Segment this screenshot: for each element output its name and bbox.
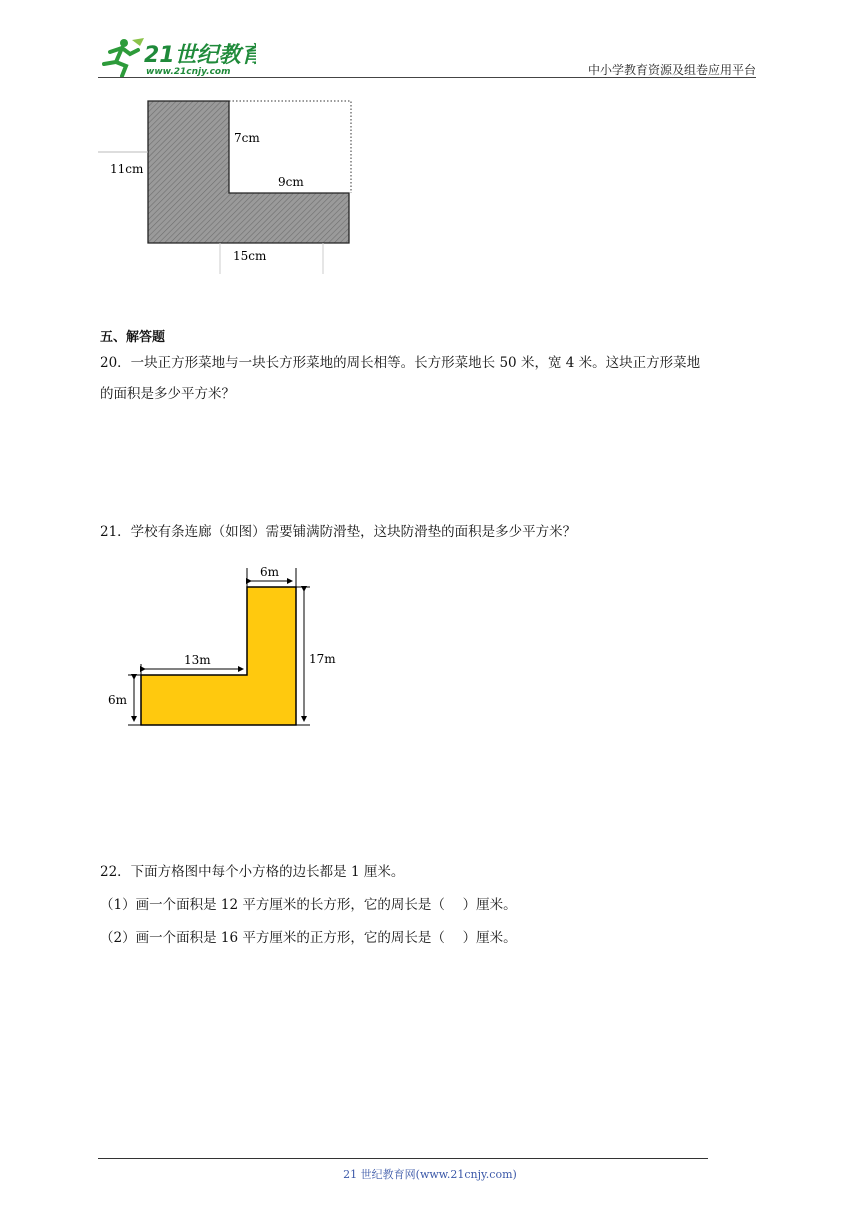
question-22-line1: 22．下面方格图中每个小方格的边长都是 1 厘米。 <box>100 864 405 880</box>
label-height: 11cm <box>110 162 144 176</box>
question-22-part1: （1）画一个面积是 12 平方厘米的长方形，它的周长是（ ）厘米。 <box>100 897 517 913</box>
question-20-line2: 的面积是多少平方米？ <box>100 386 235 402</box>
figure-corridor-l-shape <box>104 560 354 735</box>
site-logo <box>96 34 256 78</box>
section-title: 五、解答题 <box>100 330 166 345</box>
label-notch-width: 9cm <box>278 175 304 189</box>
question-21: 21．学校有条连廊（如图）需要铺满防滑垫，这块防滑垫的面积是多少平方米？ <box>100 524 577 540</box>
header-tagline: 中小学教育资源及组卷应用平台 <box>587 63 756 77</box>
runner-logo-icon <box>104 38 144 76</box>
logo-text: 21世纪教育 <box>144 43 256 68</box>
question-20 <box>100 348 765 410</box>
hatched-l-shape <box>148 101 349 243</box>
footer-divider <box>98 1158 708 1159</box>
label-right-height: 17m <box>309 652 336 666</box>
question-22-part2: （2）画一个面积是 16 平方厘米的正方形，它的周长是（ ）厘米。 <box>100 930 517 946</box>
label-mid-width: 13m <box>184 653 211 667</box>
figure-l-shape-hatched <box>96 96 366 281</box>
question-22 <box>100 856 765 955</box>
logo-url: www.21cnjy.com <box>146 67 231 77</box>
label-bottom: 15cm <box>233 249 267 263</box>
label-left-height: 6m <box>108 693 128 707</box>
question-20-line1: 20．一块正方形菜地与一块长方形菜地的周长相等。长方形菜地长 50 米，宽 4 米。这块正方形菜地 <box>100 355 701 371</box>
header-divider <box>98 77 756 78</box>
corridor-shape <box>141 587 296 725</box>
footer-text: 21 世纪教育网(www.21cnjy.com) <box>343 1168 517 1181</box>
label-top-width: 6m <box>260 565 280 579</box>
label-notch-height: 7cm <box>234 131 260 145</box>
